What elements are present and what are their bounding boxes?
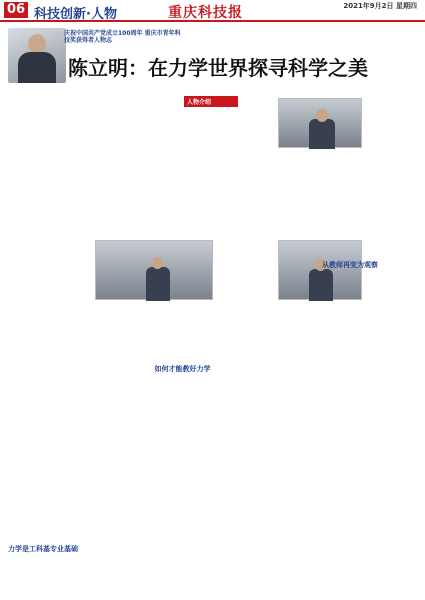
section-observer: [280, 256, 420, 274]
portrait-photo: [8, 28, 66, 83]
headline: 陈立明：在力学世界探寻科学之美: [68, 56, 368, 80]
column-2: [95, 96, 177, 97]
person-face: [316, 109, 328, 122]
subheading: 如何才能教好力学: [154, 365, 211, 373]
masthead: [0, 0, 425, 22]
newspaper-name: 重庆科技报: [168, 5, 243, 21]
section-foundation: [8, 540, 88, 558]
section-how-to-teach: [95, 360, 270, 378]
lab-photo: [278, 98, 362, 148]
person-figure: [309, 119, 335, 149]
section-title: 科技创新·人物: [34, 7, 117, 22]
column-5: [366, 96, 420, 97]
person-figure: [146, 267, 170, 301]
portrait-body: [18, 52, 56, 83]
teaching-photo: [95, 240, 213, 300]
subheading: 从教师再变为观察: [322, 261, 378, 269]
column-1: [8, 96, 88, 100]
edition-info: [337, 2, 417, 10]
portrait-head: [28, 34, 46, 54]
page-number: 06: [4, 2, 28, 18]
profile-heading: 人物介绍: [184, 96, 238, 107]
kicker: 庆祝中国共产党成立100周年 重庆市青年科技奖获得者人物志: [64, 30, 181, 44]
profile-box: [184, 108, 270, 109]
subheading: 力学是工科基专业基础: [8, 545, 78, 553]
person-face: [152, 257, 163, 269]
edition-date: 2021年9月2日 星期四: [343, 2, 417, 10]
